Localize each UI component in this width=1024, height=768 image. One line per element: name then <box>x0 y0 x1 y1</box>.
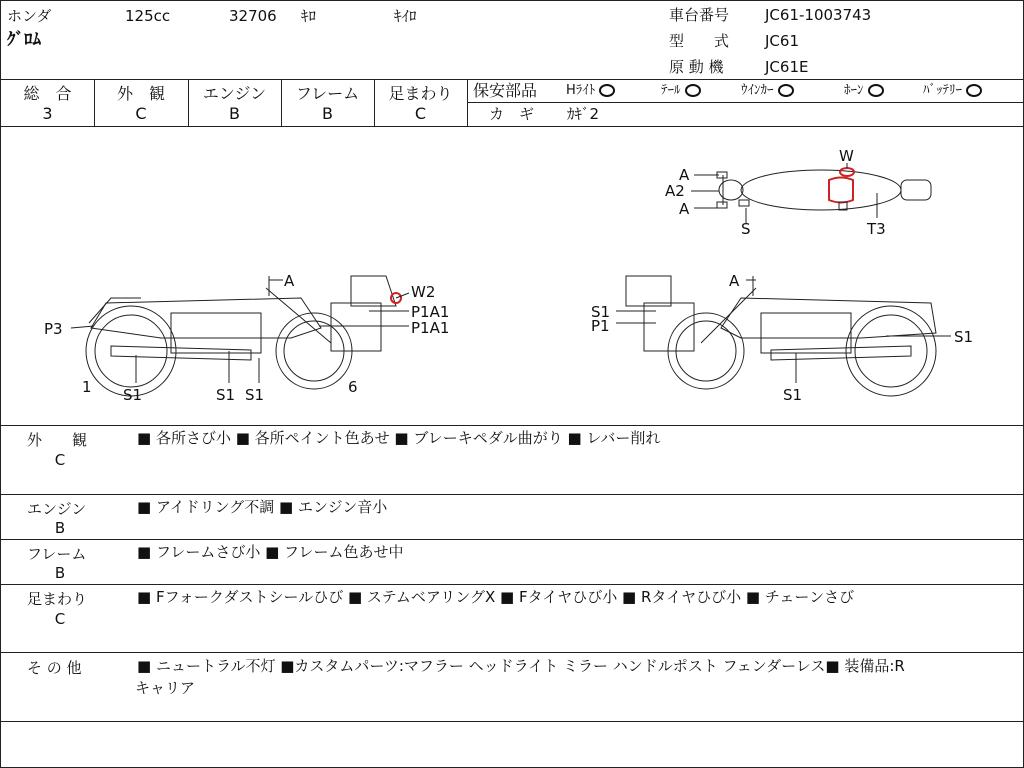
grade-exterior-value: C <box>135 104 147 123</box>
section-other-title: そ の 他 <box>27 659 82 677</box>
label-top-s: S <box>741 220 751 238</box>
section-suspension-text: ■ Fフォークダストシールひび ■ ステムベアリングX ■ Fタイヤひび小 ■ Rタイヤひび小 ■ チェーンさび <box>137 588 855 606</box>
model-name: ｸﾞﾛﾑ <box>7 30 41 50</box>
safety-item-horn: ﾎｰﾝ <box>844 82 888 100</box>
section-frame-text: ■ フレームさび小 ■ フレーム色あせ中 <box>137 543 404 561</box>
section-other-text-cont: キャリア <box>135 679 196 697</box>
engine-value: JC61E <box>765 58 809 76</box>
grade-frame-value: B <box>322 104 333 123</box>
label-left-6: 6 <box>348 378 358 396</box>
label-left-s1: S1 <box>245 386 265 404</box>
damage-diagram <box>1 128 1023 425</box>
divider <box>1 494 1023 495</box>
label-top-a2: A2 <box>665 182 685 200</box>
ok-circle-icon <box>966 84 982 97</box>
grade-suspension-value: C <box>414 104 427 123</box>
type-value: JC61 <box>765 32 799 50</box>
grade-frame-label: フレーム <box>295 84 360 103</box>
label-left-a: A <box>284 272 295 290</box>
ok-circle-icon <box>685 84 701 97</box>
safety-item-winker: ｳｲﾝｶｰ <box>741 82 798 100</box>
divider <box>467 102 1023 103</box>
section-exterior-text: ■ 各所さび小 ■ 各所ペイント色あせ ■ ブレーキペダル曲がり ■ レバー削れ <box>137 429 661 447</box>
divider <box>1 126 1023 127</box>
section-frame-grade: B <box>54 564 66 582</box>
label-top-w: W <box>839 147 854 165</box>
label-left-s1: S1 <box>123 386 143 404</box>
grade-engine-label: エンジン <box>202 84 267 103</box>
key-label: カ ギ <box>489 105 535 123</box>
label-top-t3: T3 <box>867 220 886 238</box>
section-exterior-title: 外 観 <box>27 431 88 449</box>
label-left-p1a1: P1A1 <box>411 319 450 337</box>
safety-label: 保安部品 <box>473 81 538 100</box>
divider <box>1 539 1023 540</box>
type-label: 型 式 <box>669 32 730 50</box>
divider <box>1 425 1023 426</box>
ok-circle-icon <box>868 84 884 97</box>
grade-overall-label: 総 合 <box>23 84 72 103</box>
frame-no: JC61-1003743 <box>765 6 872 24</box>
divider <box>467 79 468 126</box>
divider <box>1 584 1023 585</box>
ok-circle-icon <box>778 84 794 97</box>
section-engine-grade: B <box>54 519 66 537</box>
frame-no-label: 車台番号 <box>669 6 730 24</box>
color: ｷｲﾛ <box>394 7 417 25</box>
label-right-s1: S1 <box>591 303 611 321</box>
displacement: 125cc <box>125 7 171 25</box>
motorcycle-diagram-svg <box>1 128 1023 425</box>
ok-circle-icon <box>599 84 615 97</box>
label-right-a: A <box>729 272 740 290</box>
label-right-s1: S1 <box>954 328 974 346</box>
section-frame-title: フレーム <box>27 545 87 563</box>
label-left-w2: W2 <box>411 283 436 301</box>
label-top-a: A <box>679 200 690 218</box>
engine-label: 原 動 機 <box>669 58 724 76</box>
section-engine-text: ■ アイドリング不調 ■ エンジン音小 <box>137 498 388 516</box>
section-suspension-grade: C <box>54 610 66 628</box>
maker: ホンダ <box>7 7 52 25</box>
mileage: 32706 <box>229 7 277 25</box>
label-left-p1a1: P1A1 <box>411 303 450 321</box>
safety-item-headlight: Hﾗｲﾄ <box>566 82 619 100</box>
section-exterior-grade: C <box>54 451 66 469</box>
safety-item-tail: ﾃｰﾙ <box>661 82 705 100</box>
section-engine-title: エンジン <box>27 500 87 518</box>
grade-engine-value: B <box>229 104 240 123</box>
leader-lines <box>71 163 951 383</box>
section-suspension-title: 足まわり <box>27 590 88 608</box>
label-left-1: 1 <box>82 378 92 396</box>
grade-overall-value: 3 <box>42 104 53 123</box>
label-left-s1: S1 <box>216 386 236 404</box>
divider <box>1 79 1023 80</box>
key-value: ｶｷﾞ2 <box>567 105 600 123</box>
section-other-text: ■ ニュートラル不灯 ■カスタムパーツ:マフラー ヘッドライト ミラー ハンドルポスト フェンダーレス■ 装備品:R <box>137 657 905 675</box>
mileage-unit: ｷﾛ <box>301 7 317 25</box>
label-top-a: A <box>679 166 690 184</box>
grade-exterior-label: 外 観 <box>116 84 165 103</box>
divider <box>1 652 1023 653</box>
divider <box>1 721 1023 722</box>
top-view-bike <box>717 168 931 210</box>
label-right-p1: P1 <box>591 317 610 335</box>
label-left-p3: P3 <box>44 320 63 338</box>
label-right-s1: S1 <box>783 386 803 404</box>
safety-item-battery: ﾊﾞｯﾃﾘｰ <box>923 82 986 100</box>
grade-suspension-label: 足まわり <box>388 84 453 103</box>
